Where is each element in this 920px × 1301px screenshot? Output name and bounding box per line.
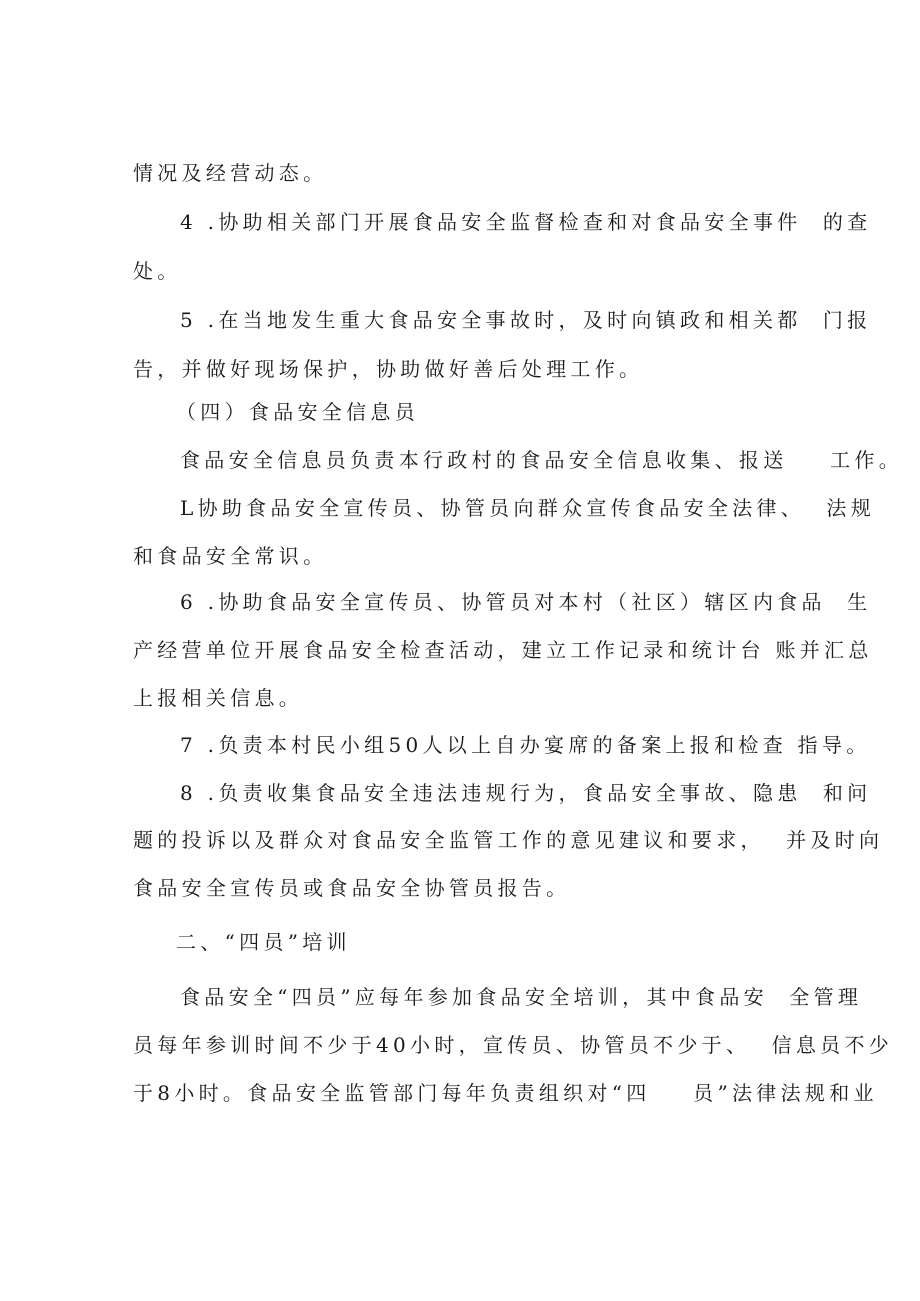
section-heading: （四）食品安全信息员 — [176, 400, 419, 424]
paragraph-line: 产经营单位开展食品安全检查活动，建立工作记录和统计台 账并汇总 — [133, 638, 873, 662]
paragraph-line: 于8小时。食品安全监管部门每年负责组织对“四 员”法律法规和业 — [133, 1081, 878, 1105]
paragraph-line: 8 .负责收集食品安全违法违规行为，食品安全事故、隐患 和问 — [180, 781, 872, 805]
paragraph-line: 和食品安全常识。 — [133, 544, 328, 568]
paragraph-line: 处。 — [133, 259, 182, 283]
paragraph-line: 告，并做好现场保护，协助做好善后处理工作。 — [133, 357, 644, 381]
paragraph-line: 食品安全信息员负责本行政村的食品安全信息收集、报送 工作。 — [180, 448, 904, 472]
section-heading: 二、“四员”培训 — [176, 930, 351, 954]
paragraph-line: 题的投诉以及群众对食品安全监管工作的意见建议和要求， 并及时向 — [133, 828, 884, 852]
paragraph-line: 5 .在当地发生重大食品安全事故时，及时向镇政和相关都 门报 — [180, 308, 872, 332]
paragraph-line: 上报相关信息。 — [133, 686, 304, 710]
paragraph-line: 4 .协助相关部门开展食品安全监督检查和对食品安全事件 的查 — [180, 210, 872, 234]
paragraph-line: L协助食品安全宣传员、协管员向群众宣传食品安全法律、 法规 — [180, 496, 875, 520]
paragraph-line: 员每年参训时间不少于40小时，宣传员、协管员不少于、 信息员不少 — [133, 1033, 894, 1057]
paragraph-line: 7 .负责本村民小组50人以上自办宴席的备案上报和检查 指导。 — [180, 733, 871, 757]
paragraph-line: 食品安全宣传员或食品安全协管员报告。 — [133, 876, 571, 900]
paragraph-line: 食品安全“四员”应每年参加食品安全培训，其中食品安 全管理 — [180, 985, 863, 1009]
paragraph-line: 6 .协助食品安全宣传员、协管员对本村（社区）辖区内食品 生 — [180, 590, 872, 614]
paragraph-line: 情况及经营动态。 — [133, 161, 328, 185]
